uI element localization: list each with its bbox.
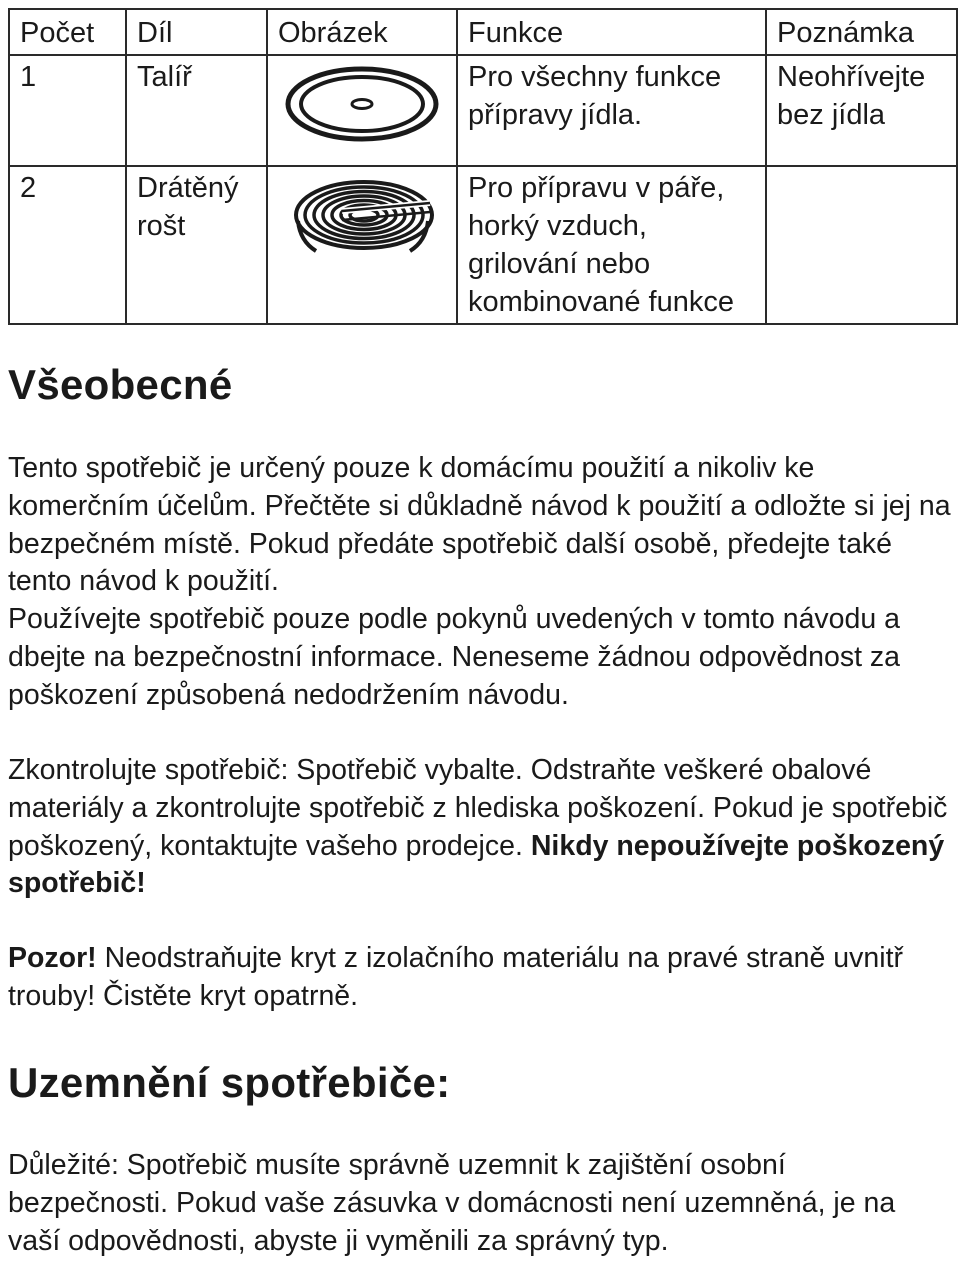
section-heading-grounding: Uzemnění spotřebiče: bbox=[8, 1059, 451, 1106]
row-count: 2 bbox=[9, 166, 126, 324]
row-function: Pro přípravu v páře, horký vzduch, grilování nebo kombinované funkce bbox=[457, 166, 766, 324]
section-heading-general: Všeobecné bbox=[8, 361, 233, 408]
row-part: Talíř bbox=[126, 55, 267, 166]
caution-label: Pozor! bbox=[8, 942, 97, 974]
header-part: Díl bbox=[126, 9, 267, 55]
row-image bbox=[267, 55, 457, 166]
check-warning: Nikdy nepoužívejte poškozený spotřebič! bbox=[8, 829, 945, 900]
header-note: Poznámka bbox=[766, 9, 957, 55]
row-part: Drátěný rošt bbox=[126, 166, 267, 324]
header-function: Funkce bbox=[457, 9, 766, 55]
wire-rack-icon bbox=[282, 175, 442, 261]
accessories-table bbox=[8, 8, 958, 325]
paragraph-intro: Tento spotřebič je určený pouze k domácímu použití a nikoliv ke komerčním účelům. Přečtěte si důkladně návod k použití a odložte si jej na bezpečném místě. Pokud předáte spotřebič další osobě, předejte také tento návod k použití. bbox=[8, 452, 951, 598]
check-text: Zkontrolujte spotřebič: Spotřebič vybalte. Odstraňte veškeré obalové materiály a zkontrolujte spotřebič z hlediska poškození. Pokud je spotřebič poškozený, kontaktujte vašeho prodejce. bbox=[8, 754, 948, 862]
table-row bbox=[9, 55, 957, 166]
row-note bbox=[766, 166, 957, 324]
plate-icon bbox=[282, 64, 442, 144]
header-count: Počet bbox=[9, 9, 126, 55]
table-header-row bbox=[9, 9, 957, 55]
paragraph-grounding: Důležité: Spotřebič musíte správně uzemnit k zajištění osobní bezpečnosti. Pokud vaše zásuvka v domácnosti není uzemněná, je na vaší odpovědnosti, abyste ji vyměnili za správný typ. bbox=[8, 1149, 896, 1257]
paragraph-caution bbox=[8, 940, 953, 1016]
row-image bbox=[267, 166, 457, 324]
row-function: Pro všechny funkce přípravy jídla. bbox=[457, 55, 766, 166]
paragraph-usage: Používejte spotřebič pouze podle pokynů uvedených v tomto návodu a dbejte na bezpečnostní informace. Neneseme žádnou odpovědnost za poškození způsobená nedodržením návodu. bbox=[8, 603, 901, 711]
table-row bbox=[9, 166, 957, 324]
row-count: 1 bbox=[9, 55, 126, 166]
header-image: Obrázek bbox=[267, 9, 457, 55]
caution-text: Neodstraňujte kryt z izolačního materiálu na pravé straně uvnitř trouby! Čistěte kryt opatrně. bbox=[8, 942, 903, 1012]
paragraph-check bbox=[8, 752, 953, 903]
row-note: Neohřívejte bez jídla bbox=[766, 55, 957, 166]
